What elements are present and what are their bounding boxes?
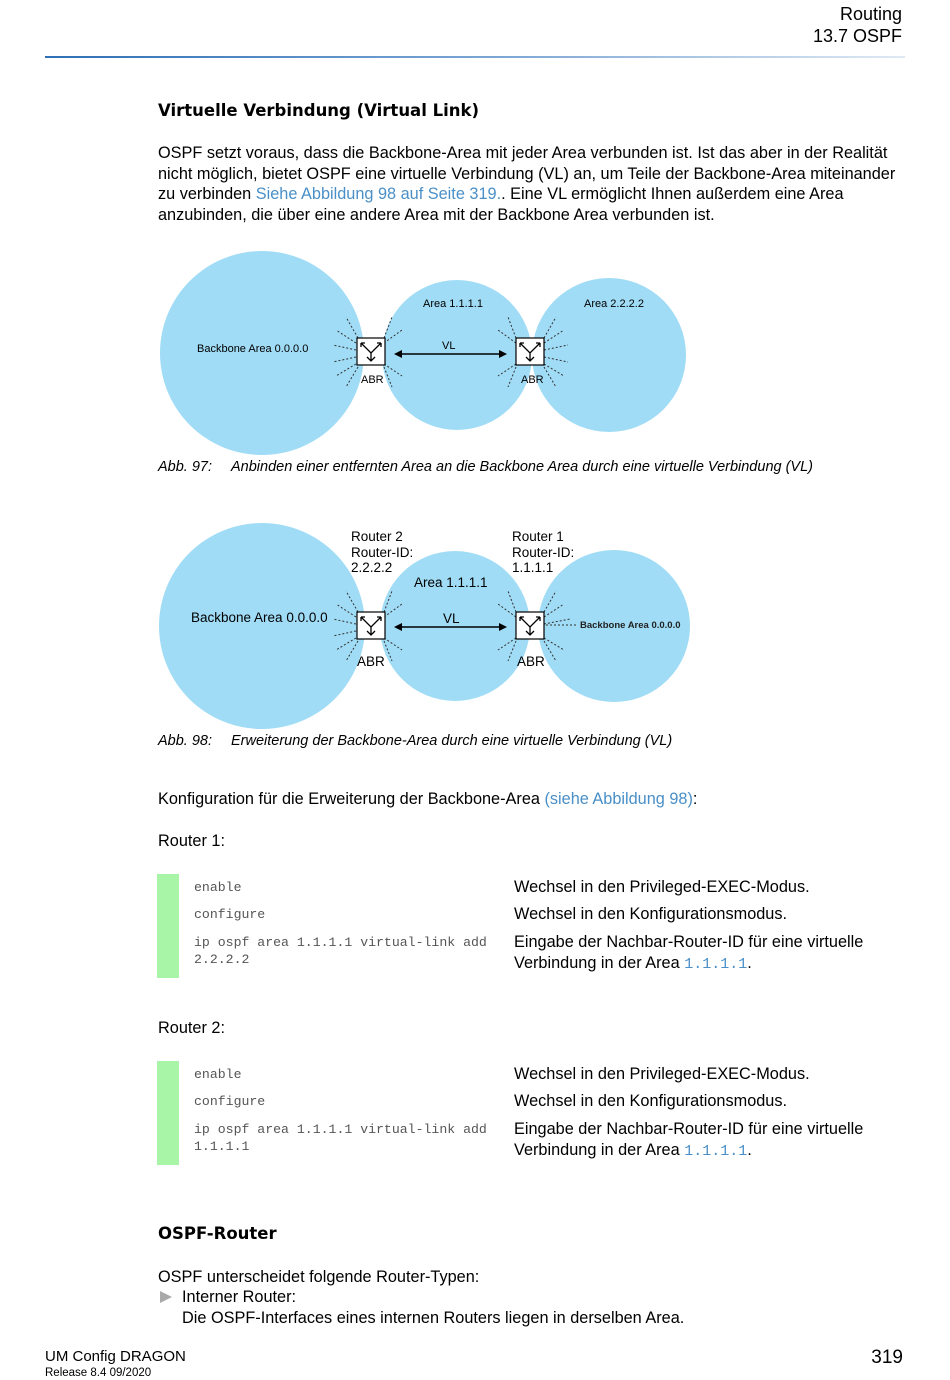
label-router1-id: 1.1.1.1 xyxy=(512,560,554,575)
desc-line: Verbindung in der Area xyxy=(514,954,685,972)
router1-desc-enable: Wechsel in den Privileged-EXEC-Modus. xyxy=(514,878,810,896)
header-chapter: Routing xyxy=(839,4,902,24)
desc-end: . xyxy=(747,1141,752,1159)
cmd-line: ip ospf area 1.1.1.1 virtual-link add xyxy=(194,1122,487,1137)
section-title-virtual-link: Virtuelle Verbindung (Virtual Link) xyxy=(158,101,480,120)
figure-98-link[interactable]: (siehe Abbildung 98) xyxy=(544,790,693,808)
para-text: OSPF setzt voraus, dass die Backbone-Area mit jeder Area verbunden ist. Ist das aber in der Realität nicht möglich, bietet OSPF eine virtuelle Verbindung (VL) an, um Teile der Backbone-Area miteinander zu verbinden xyxy=(158,144,896,204)
label-area-1: Area 1.1.1.1 xyxy=(423,298,483,310)
cmd-line: ip ospf area 1.1.1.1 virtual-link add xyxy=(194,935,487,950)
label-backbone-area-left: Backbone Area 0.0.0.0 xyxy=(191,610,328,625)
config-intro xyxy=(158,789,913,810)
router1-cmd-configure: configure xyxy=(194,907,266,922)
label-backbone-area-right: Backbone Area 0.0.0.0 xyxy=(580,620,681,631)
ospf-router-intro: OSPF unterscheidet folgende Router-Typen: xyxy=(158,1268,480,1286)
router1-desc-virtual-link xyxy=(514,932,914,975)
label-vl: VL xyxy=(442,340,456,352)
figure-98-diagram xyxy=(150,520,695,735)
router-icon xyxy=(516,612,544,639)
figure-97-diagram xyxy=(150,245,695,460)
router1-desc-configure: Wechsel in den Konfigurationsmodus. xyxy=(514,905,788,923)
label-backbone-area: Backbone Area 0.0.0.0 xyxy=(197,343,309,355)
caption-number: Abb. 98: xyxy=(158,733,213,749)
router-icon xyxy=(357,338,385,365)
para-text-end: . Eine VL ermöglicht Ihnen außerdem eine Area anzubinden, die über eine andere Area mit der Backbone Area verbunden ist. xyxy=(158,185,844,224)
code-bar-router2 xyxy=(157,1061,179,1165)
cmd-line: 2.2.2.2 xyxy=(194,952,250,967)
router1-cmd-enable: enable xyxy=(194,880,242,895)
label-router1-id-label: Router-ID: xyxy=(512,545,575,560)
area-value: 1.1.1.1 xyxy=(684,1143,748,1160)
virtual-link-paragraph xyxy=(158,143,913,225)
label-router2-name: Router 2 xyxy=(351,529,403,544)
figure-97-caption xyxy=(158,459,813,475)
router-icon xyxy=(357,612,385,639)
page-number: 319 xyxy=(871,1347,903,1368)
backbone-area-circle xyxy=(159,523,365,729)
cmd-line: 1.1.1.1 xyxy=(194,1139,250,1154)
router2-desc-enable: Wechsel in den Privileged-EXEC-Modus. xyxy=(514,1065,810,1083)
desc-line: Eingabe der Nachbar-Router-ID für eine virtuelle xyxy=(514,933,864,951)
router2-label: Router 2: xyxy=(158,1019,225,1037)
area-value: 1.1.1.1 xyxy=(684,956,748,973)
label-area-1: Area 1.1.1.1 xyxy=(414,575,488,590)
router2-cmd-configure: configure xyxy=(194,1094,266,1109)
footer-document-title: UM Config DRAGON xyxy=(45,1348,186,1365)
label-router2-id-label: Router-ID: xyxy=(351,545,414,560)
footer-release: Release 8.4 09/2020 xyxy=(45,1367,152,1379)
label-abr-right: ABR xyxy=(517,654,545,669)
label-router1-name: Router 1 xyxy=(512,529,564,544)
desc-line: Eingabe der Nachbar-Router-ID für eine virtuelle xyxy=(514,1120,864,1138)
desc-line: Verbindung in der Area xyxy=(514,1141,685,1159)
caption-number: Abb. 97: xyxy=(158,459,213,475)
code-bar-router1 xyxy=(157,874,179,978)
router1-cmd-virtual-link xyxy=(194,934,487,968)
label-area-2: Area 2.2.2.2 xyxy=(584,298,644,310)
triangle-bullet-icon xyxy=(159,1290,173,1304)
router2-cmd-virtual-link xyxy=(194,1121,487,1155)
router1-label: Router 1: xyxy=(158,832,225,850)
label-vl: VL xyxy=(443,611,460,626)
label-abr-left: ABR xyxy=(357,654,385,669)
label-abr-left: ABR xyxy=(361,374,384,386)
router-icon xyxy=(516,338,544,365)
header-rule xyxy=(45,56,905,58)
bullet-text-internal-router: Die OSPF-Interfaces eines internen Routers liegen in derselben Area. xyxy=(182,1309,685,1327)
figure-reference-link[interactable]: Siehe Abbildung 98 auf Seite 319. xyxy=(255,185,502,204)
config-intro-text: Konfiguration für die Erweiterung der Backbone-Area xyxy=(158,790,545,808)
caption-text: Erweiterung der Backbone-Area durch eine virtuelle Verbindung (VL) xyxy=(231,733,673,749)
header-section: 13.7 OSPF xyxy=(812,26,902,46)
figure-98-caption xyxy=(158,733,672,749)
area-1-circle xyxy=(380,551,530,701)
section-title-ospf-router: OSPF-Router xyxy=(158,1224,277,1243)
router2-cmd-enable: enable xyxy=(194,1067,242,1082)
router2-desc-configure: Wechsel in den Konfigurationsmodus. xyxy=(514,1092,788,1110)
label-abr-right: ABR xyxy=(521,374,544,386)
router2-desc-virtual-link xyxy=(514,1119,914,1162)
label-router2-id: 2.2.2.2 xyxy=(351,560,393,575)
bullet-title-internal-router: Interner Router: xyxy=(182,1288,297,1306)
caption-text: Anbinden einer entfernten Area an die Backbone Area durch eine virtuelle Verbindung (VL) xyxy=(231,459,813,475)
config-intro-colon: : xyxy=(692,790,698,808)
desc-end: . xyxy=(747,954,752,972)
